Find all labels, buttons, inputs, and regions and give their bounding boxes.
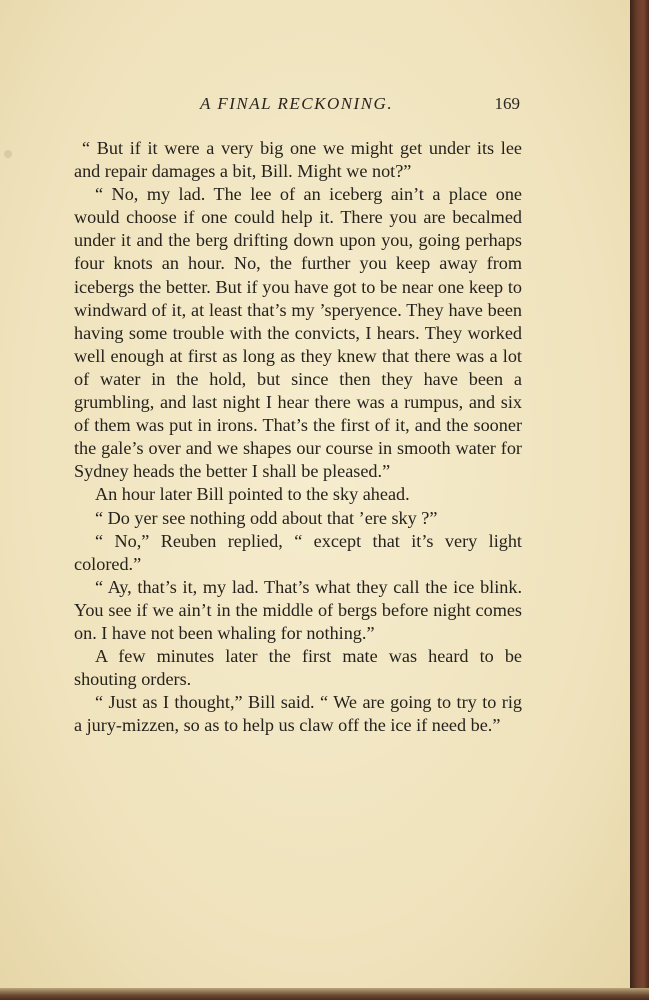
page-number: 169	[494, 94, 520, 113]
paragraph: “ No,” Reuben replied, “ except that it’s very light colored.”	[74, 530, 522, 574]
running-head	[74, 94, 520, 120]
paragraph: An hour later Bill pointed to the sky ahead.	[95, 484, 410, 505]
paragraph: A few minutes later the first mate was heard to be shouting orders.	[74, 646, 522, 690]
paragraph: “ Ay, that’s it, my lad. That’s what they call the ice blink. You see if we ain’t in the middle of bergs before night comes on. I have not been whaling for nothing.”	[74, 576, 522, 643]
paragraph: “ Do yer see nothing odd about that ’ere sky ?”	[95, 507, 438, 528]
body-text	[74, 137, 522, 737]
paragraph: “ But if it were a very big one we might get under its lee and repair damages a bit, Bill. Might we not?”	[74, 138, 522, 182]
chapter-title: A FINAL RECKONING.	[200, 94, 394, 113]
book-edge	[630, 0, 649, 1000]
page-smudge	[4, 150, 12, 158]
paragraph: “ No, my lad. The lee of an iceberg ain’t a place one would choose if one could help it. There you are becalmed under it and the berg drifting down upon you, going perhaps four knots an hour. No, the further you keep away from icebergs the better. But if you have got to be near one keep to windward of it, at least that’s my ’speryence. They have been having some trouble with the convicts, I hears. They worked well enough at first as long as they knew that there was a lot of water in the hold, but since then they have been a grumbling, and last night I hear there was a rumpus, and six of them was put in irons. That’s the first of it, and the sooner the gale’s over and we shapes our course in smooth water for Sydney heads the better I shall be pleased.”	[74, 184, 522, 482]
bottom-edge	[0, 988, 649, 1000]
paragraph: “ Just as I thought,” Bill said. “ We are going to try to rig a jury-mizzen, so as to help us claw off the ice if need be.”	[74, 692, 522, 736]
